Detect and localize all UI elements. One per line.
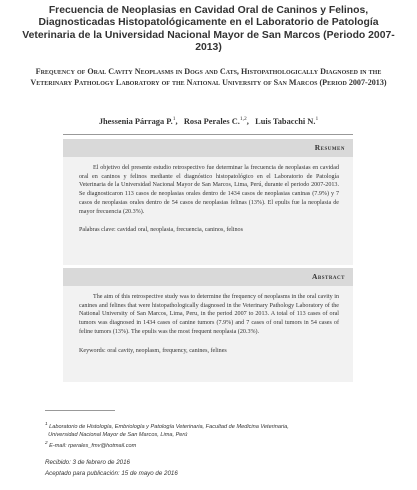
footnote-mark: 1 <box>45 421 48 426</box>
divider <box>63 134 353 135</box>
abstract-body <box>63 286 353 359</box>
author-name: Luis Tabacchi N. <box>255 116 316 126</box>
resumen-box <box>63 139 353 265</box>
abstract-text: The aim of this retrospective study was to determine the frequency of neoplasms in the oral cavity in canines and felines that were histopathologically diagnosed in the Veterinary Pathology Laboratory of the National University of San Marcos, Lima, Peru, in the period 2007 to 2013. A total of 113 cases of oral tumors was diagnosed in 1434 cases of canine tumors (7.9%) and 7 cases of oral tumors in 54 cases of feline tumors (13%). The epulis was the most frequent neoplasia (20.3%). <box>79 294 339 335</box>
author-affiliation-mark: 1 <box>172 116 176 122</box>
resumen-heading: Resumen <box>314 143 345 152</box>
footnote-text: Universidad Nacional Mayor de San Marcos, Lima, Perú <box>48 432 188 439</box>
resumen-text: El objetivo del presente estudio retrospectivo fue determinar la frecuencia de neoplasias en cavidad oral en caninos y felinos mediante el diagnóstico histopatológico en el Laboratorio de Patología Veterinaria de la Universidad Nacional Mayor de San Marcos, Lima, Perú, durante el periodo 2007-2013. Se diagnosticaron 113 casos de neoplasias orales dentro de 1434 casos de neoplasias caninas (7.9%) y 7 casos de neoplasias orales dentro de 54 casos de neoplasias felinas (13%). El epulis fue la neoplasia de mayor frecuencia (20.3%). <box>79 165 339 215</box>
footnote-text: E-mail: rperales_fmv@hotmail.com <box>49 443 137 450</box>
author-affiliation-mark: 1,2 <box>239 116 247 122</box>
abstract-keywords: Keywords: oral cavity, neoplasm, frequency, canines, felines <box>79 347 227 354</box>
title-spanish: Frecuencia de Neoplasias en Cavidad Oral de Caninos y Felinos, Diagnosticadas Histopatológicamente en el Laboratorio de Patología Veterinaria de la Universidad Nacional Mayor de San Marcos (Periodo 2007- 2013) <box>22 5 395 54</box>
footnote-mark: 2 <box>45 440 48 446</box>
author-affiliation-mark: 1 <box>315 116 319 122</box>
footnotes <box>45 420 375 451</box>
author-name: Jhessenia Párraga P. <box>98 116 173 126</box>
title-english: Frequency of Oral Cavity Neoplasms in Dogs and Cats, Histopathologically Diagnosed in the Veterinary Pathology Laboratory of the National University of San Marcos (Period 2007-2013) <box>30 67 387 87</box>
accepted-date: Aceptado para publicación: 15 de mayo de 2016 <box>45 470 178 477</box>
footnote-divider <box>45 410 115 411</box>
abstract-heading: Abstract <box>311 272 345 281</box>
footnote-item <box>45 431 375 439</box>
abstract-box <box>63 268 353 382</box>
abstract-header <box>63 268 353 286</box>
resumen-keywords: Palabras clave: cavidad oral, neoplasia, frecuencia, caninos, felinos <box>79 227 243 234</box>
footnote-item <box>45 420 375 431</box>
resumen-body <box>63 157 353 239</box>
resumen-header <box>63 139 353 157</box>
footnote-item <box>45 439 375 450</box>
author-list: Jhessenia Párraga P.$^1$, Rosa Perales C.$^{1,2}$, Luis Tabacchi N.$^1$ <box>98 116 319 126</box>
received-date: Recibido: 3 de febrero de 2016 <box>45 459 130 466</box>
author-name: Rosa Perales C. <box>183 116 240 126</box>
footnote-text: Laboratorio de Histología, Embriología y Patología Veterinaria, Facultad de Medicina Veterinaria, <box>49 423 289 430</box>
publication-dates <box>45 457 375 479</box>
